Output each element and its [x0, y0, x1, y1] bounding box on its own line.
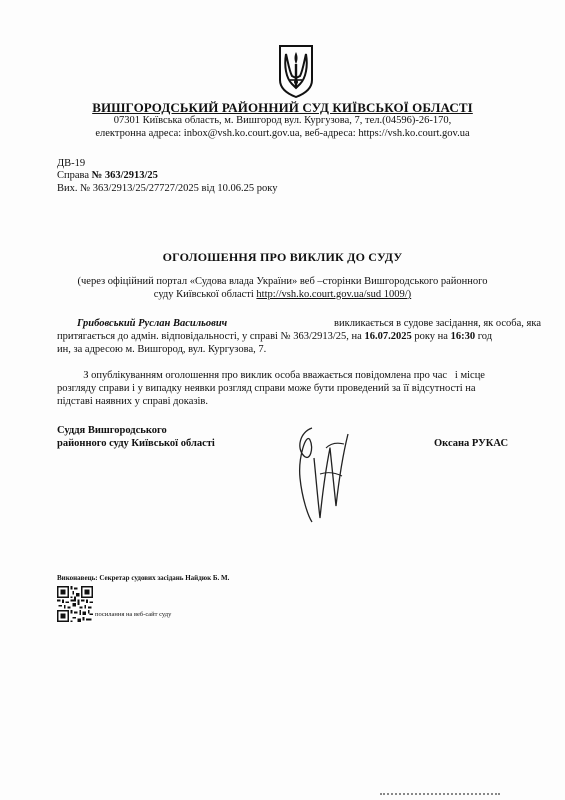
- court-address: 07301 Київська область, м. Вишгород вул. Кургузова, 7, тел.(04596)-26-170,: [113, 115, 452, 126]
- court-name: ВИШГОРОДСЬКИЙ РАЙОННИЙ СУД КИЇВСЬКОЇ ОБЛАСТІ: [92, 100, 473, 115]
- portal-link[interactable]: http://vsh.ko.court.gov.ua/sud 1009/): [256, 289, 412, 300]
- case-number: № 363/2913/25: [91, 170, 158, 181]
- paragraph2-line3: підставі наявних у справі доказів.: [57, 396, 209, 407]
- paragraph1-line3: ин, за адресою м. Вишгород, вул. Кургузова, 7.: [57, 344, 267, 355]
- handwritten-signature: [290, 418, 356, 528]
- court-contacts: електронна адреса: inbox@vsh.ko.court.gov.ua, веб-адреса: https://vsh.ko.court.gov.ua: [95, 128, 470, 139]
- notice-title: ОГОЛОШЕННЯ ПРО ВИКЛИК ДО СУДУ: [162, 250, 403, 264]
- paragraph1-line2-b: року на: [411, 331, 451, 342]
- paragraph1-line2-c: год: [475, 331, 493, 342]
- signatory-title-line1: Суддя Вишгородського: [57, 425, 167, 436]
- form-code: ДВ-19: [57, 158, 86, 169]
- summoned-person: Грибовський Руслан Васильович: [77, 318, 228, 329]
- portal-note-line1: (через офіційний портал «Судова влада України» веб –сторінки Вишгородського районного: [77, 276, 488, 287]
- paragraph2-line2: розгляду справи і у випадку неявки розгляд справи може бути проведений за її відсутності на: [57, 383, 476, 394]
- paragraph1-line2-a: притягається до адмін. відповідальності, у справі № 363/2913/25, на: [57, 331, 365, 342]
- paragraph2-line1: З опублікуванням оголошення про виклик особа вважається повідомлена про час і місце: [57, 370, 485, 381]
- signatory-name: Оксана РУКАС: [434, 438, 509, 449]
- qr-code-icon[interactable]: [57, 586, 93, 622]
- hearing-time: 16:30: [450, 331, 476, 342]
- paragraph1-line2: [57, 331, 541, 342]
- scan-artifact-line: [380, 793, 500, 798]
- portal-note-line2: [0, 289, 565, 300]
- hearing-date: 16.07.2025: [364, 331, 412, 342]
- signatory-title-line2: районного суду Київської області: [57, 438, 215, 449]
- trident-coat-of-arms-icon: [277, 44, 315, 98]
- portal-note-prefix: суду Київської області: [153, 289, 257, 300]
- case-prefix: Справа: [57, 170, 92, 181]
- outgoing-number: Вих. № 363/2913/25/27727/2025 від 10.06.25 року: [57, 183, 278, 194]
- case-number-line: [57, 170, 158, 181]
- qr-caption: посилання на веб-сайт суду: [95, 611, 172, 618]
- paragraph1-line1-rest: викликається в судове засідання, як особа, яка: [334, 318, 541, 329]
- paragraph1-line1: [57, 318, 541, 329]
- executor-line: Виконавець: Секретар судових засідань Найдюк Б. М.: [57, 574, 230, 582]
